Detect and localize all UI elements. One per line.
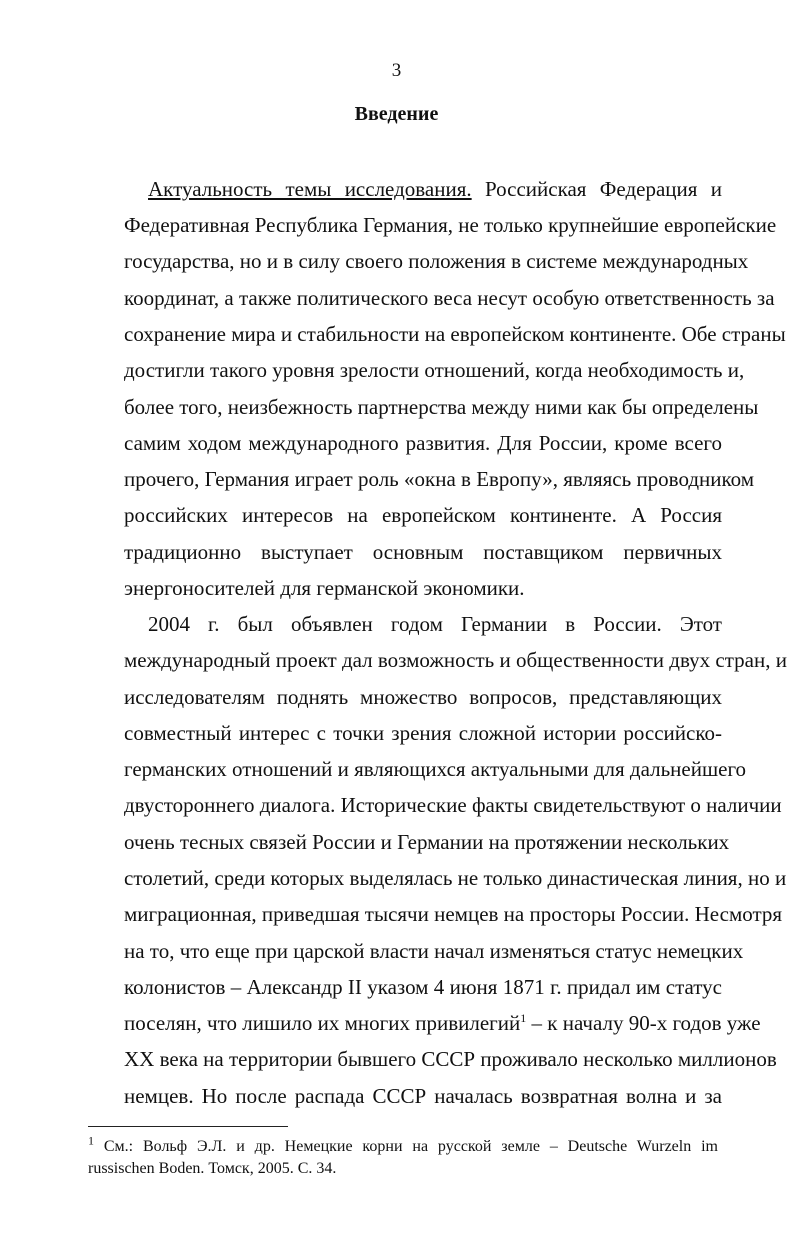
footnote-line: $^1$ См.: Вольф Э.Л. и др. Немецкие корни на русской земле – Deutsche Wurzeln im: [88, 1133, 718, 1155]
text-line: координат, а также политического веса несут особую ответственность за: [124, 286, 775, 310]
text-line: исследователям поднять множество вопросов, представляющих: [124, 685, 722, 709]
text-line: государства, но и в силу своего положения в системе международных: [124, 249, 749, 273]
text-line-with-footnote-ref: поселян, что лишило их многих привилегий$^1$ – к началу 90-х годов уже: [124, 1011, 761, 1035]
text-line: энергоносителей для германской экономики.: [124, 576, 525, 600]
text-line: прочего, Германия играет роль «окна в Европу», являясь проводником: [124, 467, 755, 491]
text-line: германских отношений и являющихся актуальными для дальнейшего: [124, 757, 747, 781]
text-line: более того, неизбежность партнерства между ними как бы определены: [124, 395, 759, 419]
text-line: достигли такого уровня зрелости отношений, когда необходимость и,: [124, 358, 745, 382]
text-line: российских интересов на европейском континенте. А Россия: [124, 503, 722, 527]
text-line: совместный интерес с точки зрения сложной истории российско-: [124, 721, 722, 745]
text-line: колонистов – Александр II указом 4 июня 1871 г. придал им статус: [124, 975, 722, 999]
footnote-line: russischen Boden. Томск, 2005. С. 34.: [88, 1160, 337, 1177]
text-line: Федеративная Республика Германия, не только крупнейшие европейские: [124, 213, 777, 237]
text-line: столетий, среди которых выделялась не только династическая линия, но и: [124, 866, 787, 890]
text-line: традиционно выступает основным поставщиком первичных: [124, 540, 722, 564]
text-line: сохранение мира и стабильности на европейском континенте. Обе страны: [124, 322, 786, 346]
text-line: немцев. Но после распада СССР началась возвратная волна и за: [124, 1084, 722, 1108]
topic-heading-underlined: Актуальность темы исследования.: [148, 177, 472, 201]
text-line: Актуальность темы исследования. Российская Федерация и: [148, 177, 722, 201]
section-heading: Введение: [354, 103, 439, 125]
footnote-reference[interactable]: 1: [520, 1011, 527, 1025]
footnote-mark: 1: [88, 1133, 94, 1148]
footnote-divider: [88, 1126, 288, 1127]
text-line: на то, что еще при царской власти начал изменяться статус немецких: [124, 939, 744, 963]
text-line: 2004 г. был объявлен годом Германии в России. Этот: [148, 612, 722, 636]
page-number: 3: [391, 60, 402, 81]
text-line: международный проект дал возможность и общественности двух стран, и: [124, 648, 787, 672]
text-line: очень тесных связей России и Германии на протяжении нескольких: [124, 830, 730, 854]
text-line: XX века на территории бывшего СССР проживало несколько миллионов: [124, 1047, 777, 1071]
text-line: самим ходом международного развития. Для России, кроме всего: [124, 431, 722, 455]
text-line: миграционная, приведшая тысячи немцев на просторы России. Несмотря: [124, 902, 783, 926]
text-line: двустороннего диалога. Исторические факты свидетельствуют о наличии: [124, 793, 782, 817]
